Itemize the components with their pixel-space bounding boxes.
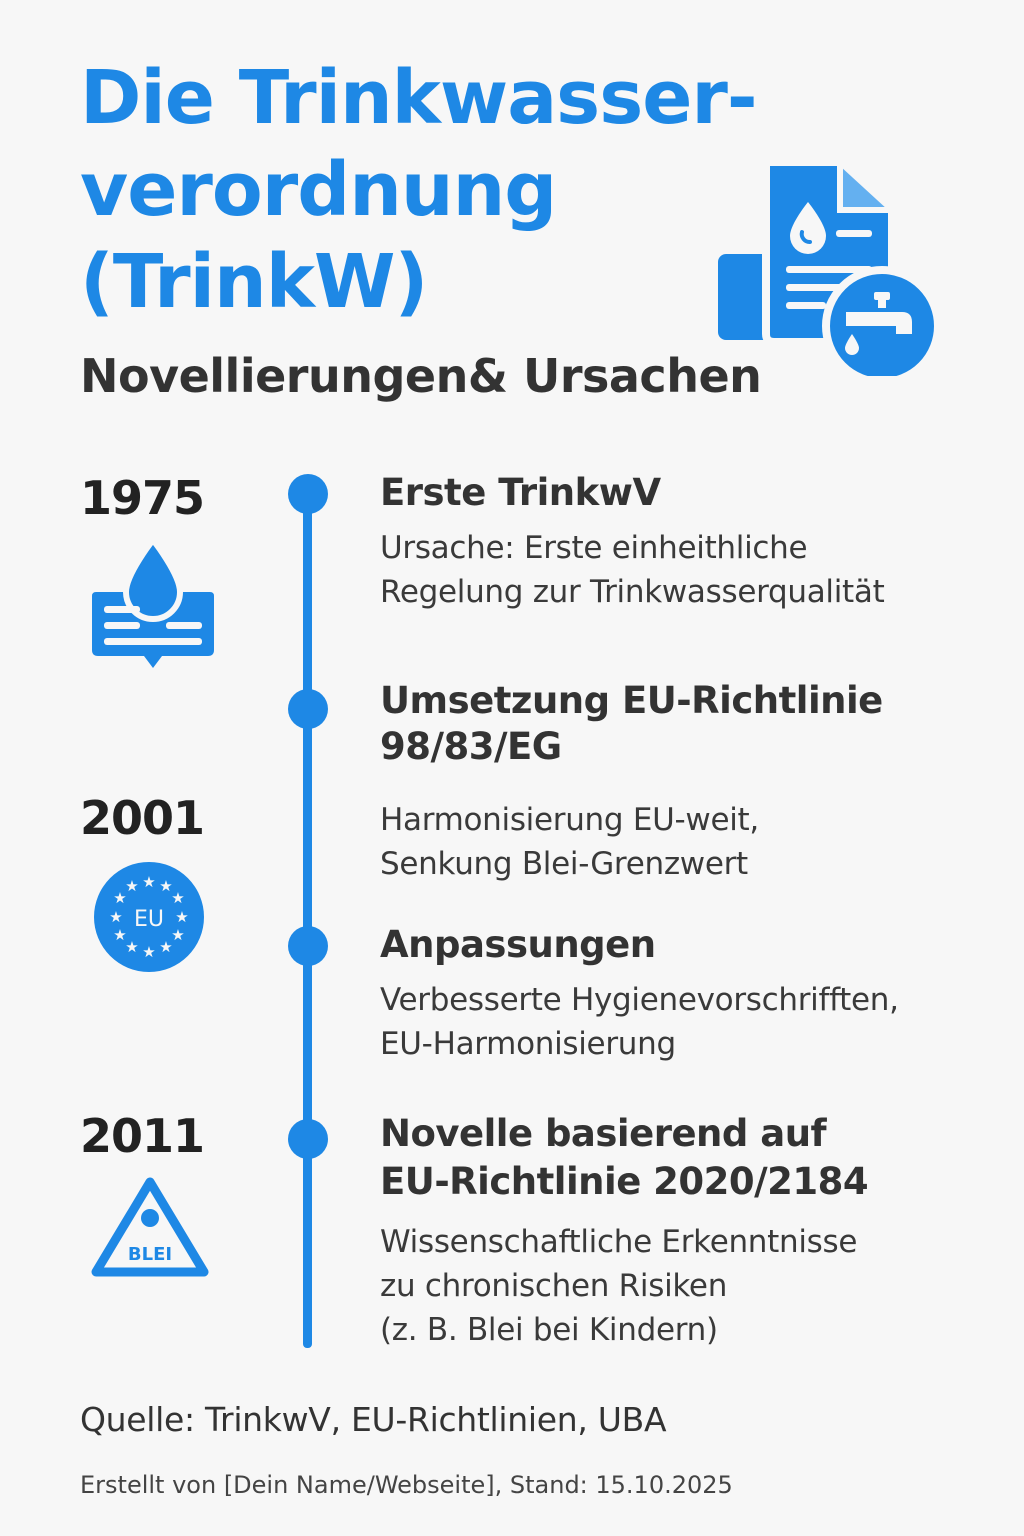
entry-desc-line: Verbesserte Hygienevorschrifften,	[380, 982, 899, 1018]
timeline-dot	[288, 689, 328, 729]
svg-text:★: ★	[113, 926, 127, 944]
timeline-entry	[380, 922, 1000, 1066]
timeline-dot	[288, 1119, 328, 1159]
svg-text:★: ★	[171, 926, 185, 944]
timeline-dot	[288, 474, 328, 514]
entry-description	[380, 978, 1000, 1066]
svg-text:★: ★	[159, 877, 173, 895]
entry-desc-line: Regelung zur Trinkwasserqualität	[380, 574, 885, 610]
svg-text:★: ★	[113, 889, 127, 907]
entry-title-line: Novelle basierend auf	[380, 1112, 827, 1155]
eu-icon-label: EU	[133, 907, 165, 932]
credit-note: Erstellt von [Dein Name/Webseite], Stand: 15.10.2025	[80, 1471, 733, 1499]
timeline-entry	[380, 470, 1000, 614]
svg-text:★: ★	[109, 908, 123, 926]
entry-desc-line: EU-Harmonisierung	[380, 1026, 676, 1062]
entry-title-line: Umsetzung EU-Richtlinie	[380, 679, 883, 722]
year-label: 2001	[80, 791, 205, 845]
entry-desc-line: zu chronischen Risiken	[380, 1268, 728, 1304]
entry-description	[380, 1220, 1000, 1352]
entry-title	[380, 678, 1000, 770]
lead-warning-triangle-icon	[90, 1176, 210, 1278]
eu-stars-icon	[94, 862, 204, 972]
entry-title	[380, 922, 1000, 968]
document-water-tap-icon	[716, 162, 940, 376]
entry-title-line: Erste TrinkwV	[380, 471, 661, 514]
page-subtitle: Novellierungen& Ursachen	[80, 349, 762, 403]
svg-text:★: ★	[171, 889, 185, 907]
svg-text:★: ★	[125, 938, 139, 956]
svg-text:★: ★	[142, 873, 156, 891]
svg-text:★: ★	[175, 908, 189, 926]
title-line: (TrinkW)	[80, 239, 428, 325]
timeline-dot	[288, 926, 328, 966]
water-drop-book-icon	[92, 538, 214, 672]
timeline-entry	[380, 678, 1000, 886]
svg-text:★: ★	[142, 943, 156, 961]
title-line: verordnung	[80, 147, 557, 233]
entry-title-line: 98/83/EG	[380, 725, 562, 768]
lead-icon-label: BLEI	[127, 1244, 173, 1265]
entry-description	[380, 798, 1000, 886]
entry-desc-line: Harmonisierung EU-weit,	[380, 802, 759, 838]
entry-desc-line: (z. B. Blei bei Kindern)	[380, 1312, 718, 1348]
title-line: Die Trinkwasser-	[80, 55, 757, 141]
timeline-line	[303, 488, 312, 1348]
entry-title	[380, 1110, 1000, 1206]
entry-desc-line: Senkung Blei-Grenzwert	[380, 846, 748, 882]
entry-title	[380, 470, 1000, 516]
entry-desc-line: Ursache: Erste einheithliche	[380, 530, 808, 566]
svg-text:★: ★	[159, 938, 173, 956]
entry-title-line: Anpassungen	[380, 923, 656, 966]
svg-text:★: ★	[125, 877, 139, 895]
year-label: 1975	[80, 471, 205, 525]
entry-description	[380, 526, 1000, 614]
entry-desc-line: Wissenschaftliche Erkenntnisse	[380, 1224, 858, 1260]
entry-title-line: EU-Richtlinie 2020/2184	[380, 1160, 869, 1203]
timeline-entry	[380, 1110, 1000, 1352]
source-note: Quelle: TrinkwV, EU-Richtlinien, UBA	[80, 1400, 667, 1439]
year-label: 2011	[80, 1109, 205, 1163]
page-title	[80, 52, 760, 328]
